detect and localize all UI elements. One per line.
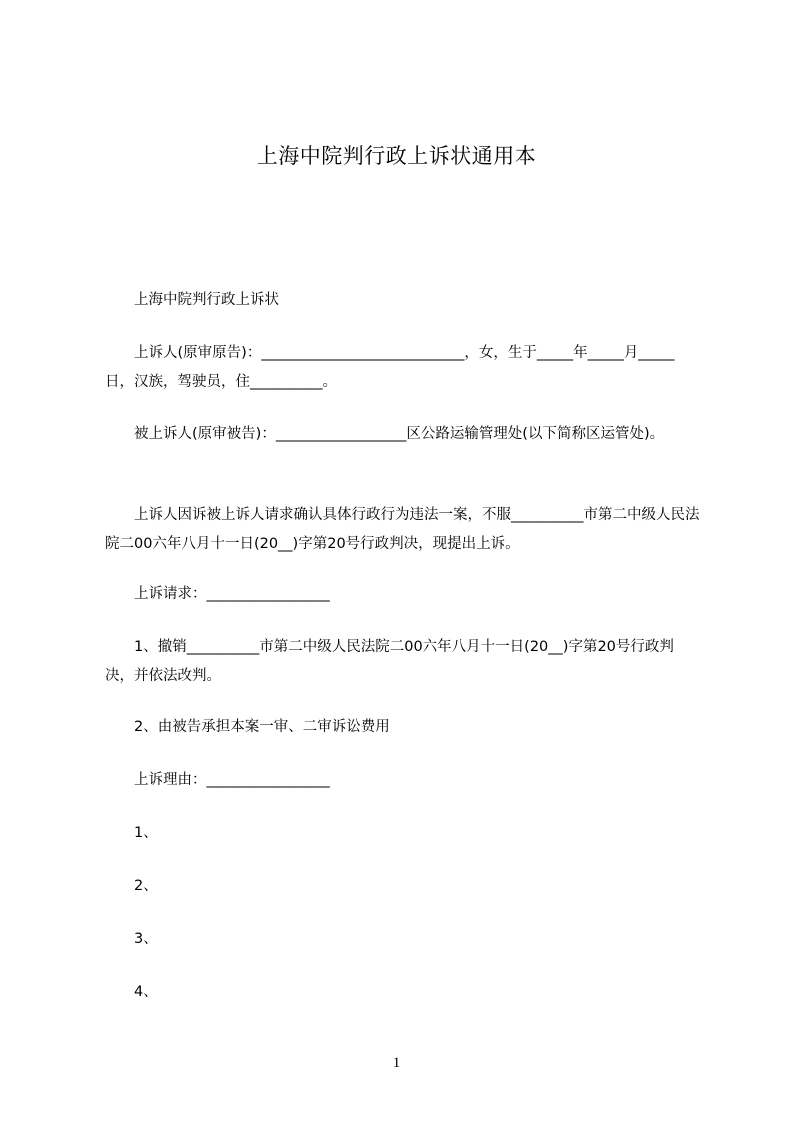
reason-item-1: 1、: [105, 825, 158, 841]
appellant-paragraph: 上诉人(原审原告)：____________________________，女，生于_____年_____月_____日，汉族，驾驶员，住__________。: [105, 345, 675, 390]
appeal-reasons-heading: 上诉理由：_________________: [105, 772, 330, 788]
case-paragraph: 上诉人因诉被上诉人请求确认具体行政行为违法一案，不服__________市第二中级人民法院二00六年八月十一日(20__)字第20号行政判决，现提出上诉。: [105, 507, 700, 552]
reason-item-2: 2、: [105, 878, 158, 894]
request-item-1: 1、撤销__________市第二中级人民法院二00六年八月十一日(20__)字第20号行政判决，并依法改判。: [105, 639, 674, 684]
reason-item-4: 4、: [105, 984, 158, 1000]
page-number: 1: [392, 1055, 401, 1071]
reason-item-3: 3、: [105, 931, 158, 947]
appellee-paragraph: 被上诉人(原审被告)：__________________区公路运输管理处(以下简称区运管处)。: [105, 426, 665, 442]
doc-heading: 上海中院判行政上诉状: [105, 292, 279, 308]
request-item-2: 2、由被告承担本案一审、二审诉讼费用: [105, 719, 390, 735]
document-title: 上海中院判行政上诉状通用本: [256, 144, 537, 168]
appeal-requests-heading: 上诉请求：_________________: [105, 586, 330, 602]
